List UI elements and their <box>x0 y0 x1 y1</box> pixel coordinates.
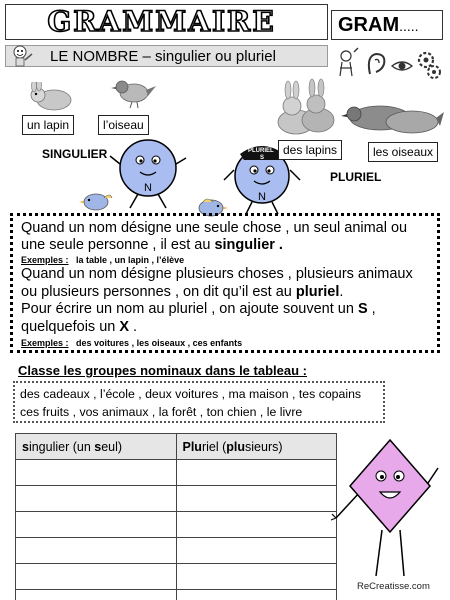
hat-text-top: PLURIEL <box>248 148 274 154</box>
table-row <box>16 590 337 600</box>
ball-letter-left: N <box>144 182 152 194</box>
plural-rule-line4 <box>21 319 137 336</box>
singulier-cell[interactable] <box>16 564 177 590</box>
column-singulier-header <box>16 434 177 460</box>
gram-dots: ..... <box>399 18 419 34</box>
bird-picture <box>108 76 158 110</box>
singular-rule-line2 <box>21 237 283 254</box>
word-bank-line2: ces fruits , vos animaux , la forêt , ton chien , le livre <box>20 404 303 419</box>
singulier-cell[interactable] <box>16 590 177 600</box>
singular-rule-line1: Quand un nom désigne une seule chose , un seul animal ou <box>21 220 408 236</box>
plural-rule-line3 <box>21 301 376 318</box>
rules-box <box>10 213 440 353</box>
col2-text1: riel ( <box>201 439 227 454</box>
plural-examples-list: des voitures , les oiseaux , ces enfants <box>76 338 243 348</box>
word-bank-line1: des cadeaux , l’école , deux voitures , ma maison , tes copains <box>20 387 362 401</box>
singular-keyword: singulier . <box>214 237 283 253</box>
table-row <box>16 460 337 486</box>
plural-x-end: . <box>129 319 138 335</box>
diamond-mascot <box>330 430 442 580</box>
plural-x-text: quelquefois un <box>21 319 120 335</box>
col1-text1: ingulier (un <box>28 439 95 454</box>
word-des-lapins: des lapins <box>278 140 342 160</box>
gram-word: GRAM <box>338 14 400 36</box>
sorting-table <box>15 433 337 600</box>
rabbit-picture <box>26 82 76 112</box>
col1-text2: eul) <box>101 439 123 454</box>
page-title: GRAMMAIRE <box>47 5 276 38</box>
col1-bold2: s <box>94 439 102 454</box>
pluriel-cell[interactable] <box>176 564 337 590</box>
plural-s-text: Pour écrire un nom au pluriel , on ajoute souvent un <box>21 301 358 317</box>
column-pluriel-header <box>176 434 337 460</box>
exercise-instruction: Classe les groupes nominaux dans le tableau : <box>18 363 307 378</box>
plural-x-letter: X <box>119 319 130 335</box>
label-pluriel: PLURIEL <box>330 170 382 184</box>
thinker-icon <box>340 48 358 76</box>
singular-examples-label: Exemples : <box>21 255 69 265</box>
plural-rule-line2 <box>21 284 343 301</box>
rabbits-picture <box>270 78 340 140</box>
plural-examples <box>21 338 242 348</box>
gram-badge-label <box>338 14 419 37</box>
pluriel-cell[interactable] <box>176 538 337 564</box>
table-row <box>16 564 337 590</box>
ear-icon <box>369 54 384 74</box>
plural-rule-end: . <box>339 284 344 300</box>
singular-ball-character <box>108 136 188 211</box>
plural-keyword: pluriel <box>295 284 340 300</box>
plural-rule-text: ou plusieurs personnes , on dit qu’il est au <box>21 284 296 300</box>
col1-bold1: s <box>22 439 29 454</box>
eye-icon <box>392 62 412 70</box>
plural-s-end: , <box>367 301 376 317</box>
singulier-cell[interactable] <box>16 486 177 512</box>
label-singulier: SINGULIER <box>42 147 108 161</box>
col2-bold2: plu <box>226 439 246 454</box>
singulier-cell[interactable] <box>16 538 177 564</box>
word-un-lapin: un lapin <box>22 115 74 135</box>
plural-examples-label: Exemples : <box>21 338 69 348</box>
table-row <box>16 512 337 538</box>
decor-icons <box>334 46 444 82</box>
singular-rule-text: une seule personne , il est au <box>21 237 215 253</box>
hat-text-bottom: S <box>260 155 265 161</box>
table-row <box>16 538 337 564</box>
table-body <box>16 460 337 600</box>
pluriel-cell[interactable] <box>176 460 337 486</box>
col2-bold1: Plu <box>182 439 202 454</box>
small-bird-left-picture <box>78 190 114 214</box>
gears-icon <box>419 53 440 78</box>
singular-examples-list: la table , un lapin , l’élève <box>76 255 185 265</box>
pluriel-cell[interactable] <box>176 590 337 600</box>
singulier-cell[interactable] <box>16 460 177 486</box>
birds-picture <box>340 96 445 140</box>
credit-text: ReCreatisse.com <box>357 581 430 592</box>
word-bank <box>13 381 385 423</box>
plural-s-letter: S <box>357 301 368 317</box>
pluriel-cell[interactable] <box>176 486 337 512</box>
pluriel-cell[interactable] <box>176 512 337 538</box>
singulier-cell[interactable] <box>16 512 177 538</box>
table-row <box>16 486 337 512</box>
singular-examples <box>21 255 184 265</box>
page-subtitle: LE NOMBRE – singulier ou pluriel <box>50 48 276 65</box>
word-loiseau: l’oiseau <box>98 115 149 135</box>
word-les-oiseaux: les oiseaux <box>368 142 438 162</box>
col2-text2: sieurs) <box>245 439 283 454</box>
plural-rule-line1: Quand un nom désigne plusieurs choses , plusieurs animaux <box>21 266 413 282</box>
ball-letter-right: N <box>258 191 266 203</box>
mascot-kid-icon <box>8 44 34 68</box>
